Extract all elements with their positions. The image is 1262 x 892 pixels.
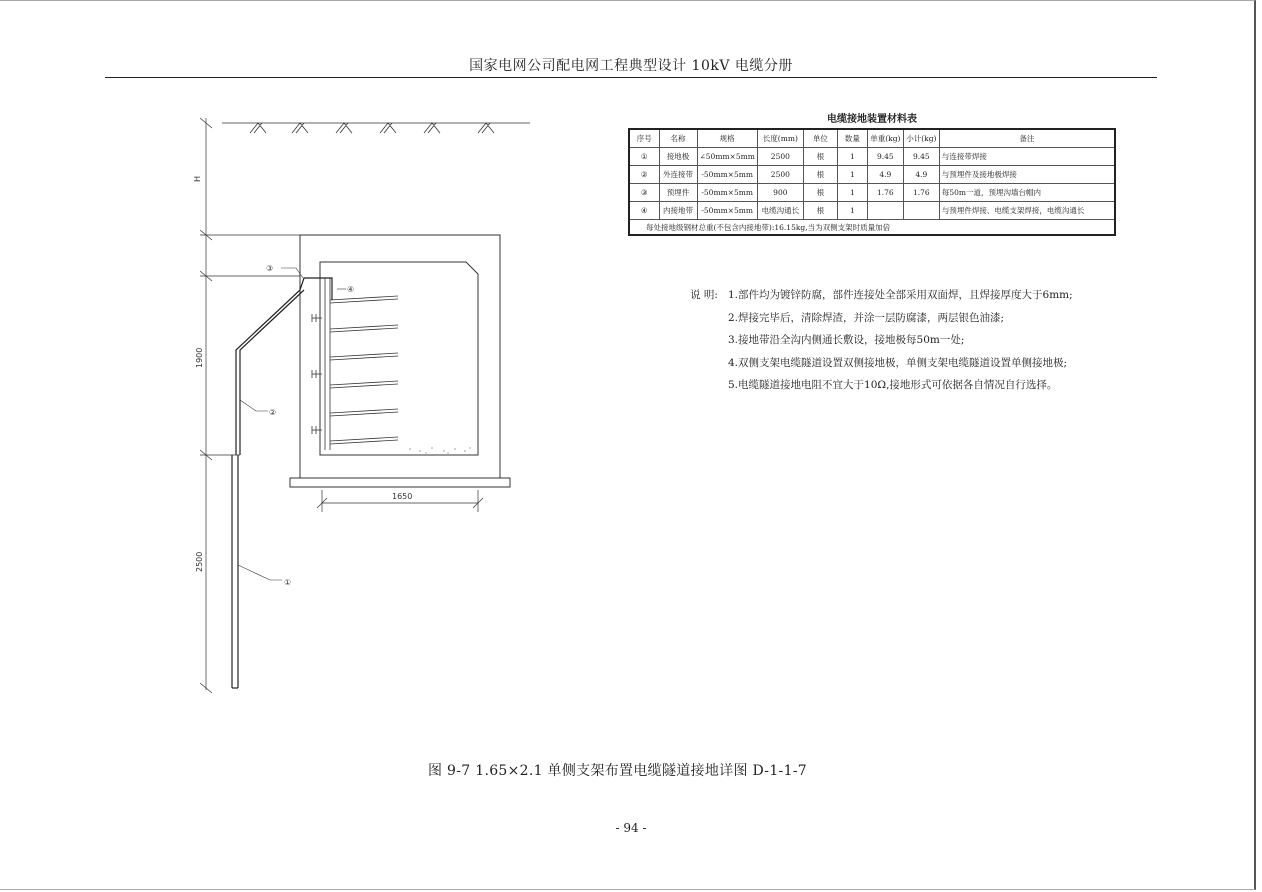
header-cell: 序号 <box>629 129 659 148</box>
cell: 1 <box>837 166 867 184</box>
cell: -50mm×5mm <box>697 166 757 184</box>
cell: 每50m一道，预埋沟墙台帽内 <box>939 184 1115 202</box>
callout-1: ① <box>284 578 292 587</box>
note-line <box>690 284 1073 307</box>
cell: 4.9 <box>903 166 939 184</box>
dim-1900-label: 1900 <box>195 347 204 368</box>
cell: 2500 <box>757 166 803 184</box>
cell: 与连接带焊接 <box>939 148 1115 166</box>
note-item: 4.双侧支架电缆隧道设置双侧接地极，单侧支架电缆隧道设置单侧接地极; <box>728 356 1068 369</box>
cell: 根 <box>803 148 837 166</box>
table-footer-note: 每处接地级钢材总重(不包含内接地带):16.15kg,当为双侧支架时质量加倍 <box>629 220 1115 236</box>
cell: 1.76 <box>867 184 903 202</box>
note-item: 3.接地带沿全沟内侧通长敷设，接地极每50m一处; <box>728 334 965 346</box>
dim-h-label: H <box>193 175 202 182</box>
cell: 4.9 <box>867 166 903 184</box>
table-row <box>629 184 1115 202</box>
table-footer-row <box>629 220 1115 236</box>
cell: 电缆沟通长 <box>757 202 803 220</box>
cell: ③ <box>629 184 659 202</box>
figure-caption: 图 9-7 1.65×2.1 单侧支架布置电缆隧道接地详图 D-1-1-7 <box>428 763 808 779</box>
dim-1650-label: 1650 <box>392 492 413 501</box>
notes-label: 说 明: <box>690 289 718 301</box>
page-header-title: 国家电网公司配电网工程典型设计 10kV 电缆分册 <box>469 58 793 74</box>
cell: 根 <box>803 166 837 184</box>
cell: 900 <box>757 184 803 202</box>
table-row <box>629 148 1115 166</box>
cell: 9.45 <box>867 148 903 166</box>
cell <box>867 202 903 220</box>
cell <box>903 202 939 220</box>
cell: ① <box>629 148 659 166</box>
page-number: - 94 - <box>615 821 647 835</box>
table-title: 电缆接地装置材料表 <box>827 114 917 125</box>
cell: 根 <box>803 184 837 202</box>
header-cell: 名称 <box>659 129 697 148</box>
callout-2: ② <box>269 408 277 417</box>
header-cell: 数量 <box>837 129 867 148</box>
note-item: 2.焊接完毕后，清除焊渣，并涂一层防腐漆，两层银色油漆; <box>728 311 1005 324</box>
note-item: 1.部件均为镀锌防腐，部件连接处全部采用双面焊，且焊接厚度大于6mm; <box>728 289 1073 301</box>
cell: 内接地带 <box>659 202 697 220</box>
cell: 1 <box>837 202 867 220</box>
vertical-dimension <box>200 118 300 693</box>
header-cell: 规格 <box>697 129 757 148</box>
cell: 与预埋件及接地极焊接 <box>939 166 1115 184</box>
cell: 外连接带 <box>659 166 697 184</box>
cell: 根 <box>803 202 837 220</box>
table-row <box>629 166 1115 184</box>
header-cell: 小计(kg) <box>903 129 939 148</box>
header-cell: 备注 <box>939 129 1115 148</box>
header-cell: 单重(kg) <box>867 129 903 148</box>
cell: 9.45 <box>903 148 939 166</box>
callout-4: ④ <box>347 285 355 294</box>
cell: 接地极 <box>659 148 697 166</box>
tunnel-structure <box>290 235 510 487</box>
cell: 预埋件 <box>659 184 697 202</box>
cell: ② <box>629 166 659 184</box>
floor-fill <box>409 447 470 453</box>
design-notes <box>690 284 1073 397</box>
cell: ∠50mm×5mm <box>697 148 757 166</box>
grounding-strap <box>232 278 332 688</box>
note-item: 5.电缆隧道接地电阻不宜大于10Ω,接地形式可依据各自情况自行选择。 <box>728 379 1058 391</box>
cell: ④ <box>629 202 659 220</box>
callout-3: ③ <box>266 264 274 273</box>
cell: -50mm×5mm <box>697 184 757 202</box>
cell: 与预埋件焊接、电缆支架焊接，电缆沟通长 <box>939 202 1115 220</box>
table-header-row <box>629 129 1115 148</box>
dim-2500-label: 2500 <box>195 551 204 572</box>
cell: -50mm×5mm <box>697 202 757 220</box>
cell: 1.76 <box>903 184 939 202</box>
materials-table <box>628 128 1116 236</box>
table-row <box>629 202 1115 220</box>
header-cell: 单位 <box>803 129 837 148</box>
cable-brackets <box>312 278 398 450</box>
cell: 1 <box>837 184 867 202</box>
cell: 1 <box>837 148 867 166</box>
ground-surface <box>222 123 530 133</box>
cell: 2500 <box>757 148 803 166</box>
header-cell: 长度(mm) <box>757 129 803 148</box>
